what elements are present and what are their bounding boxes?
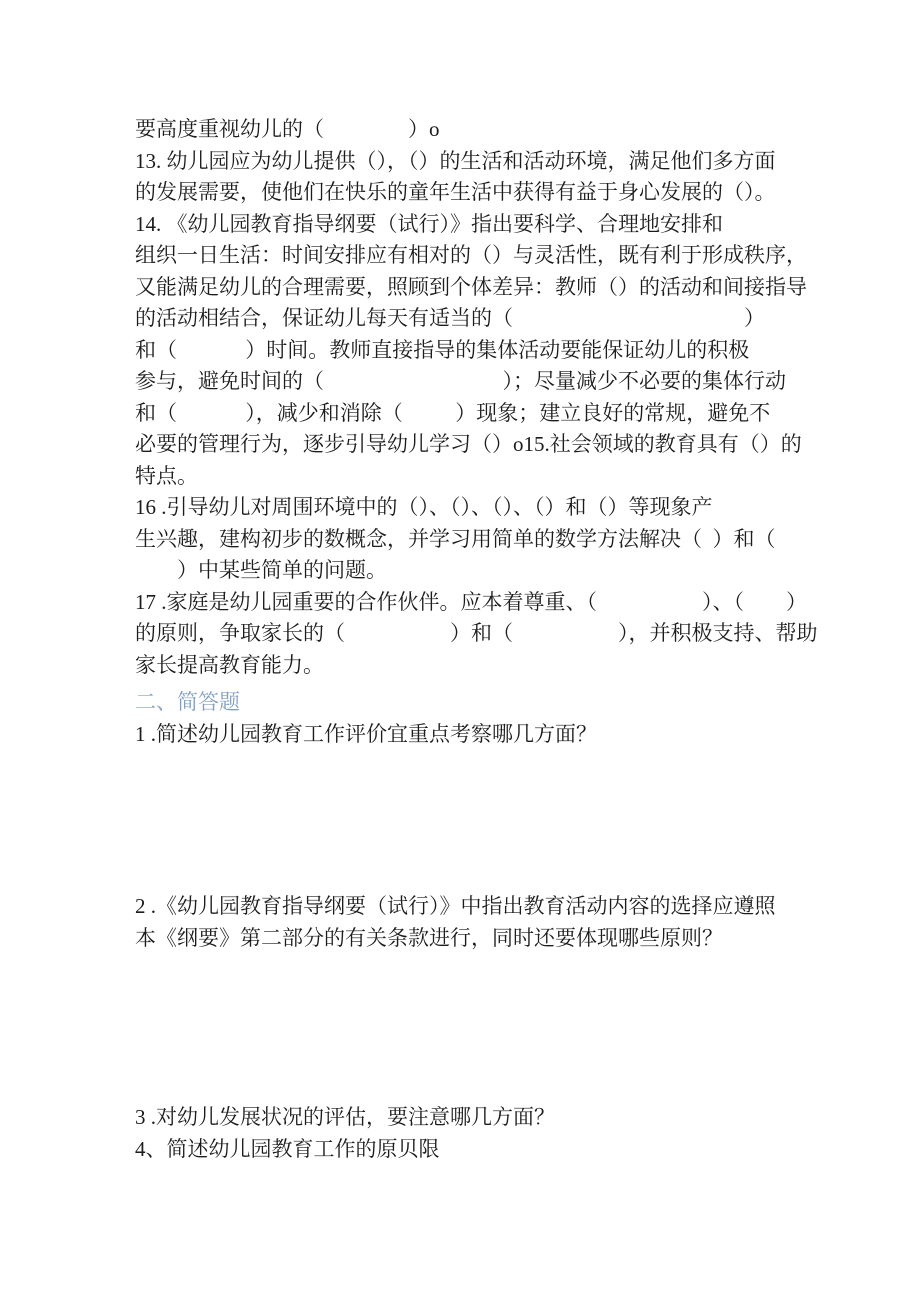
fill-blank-question-13-line-1: 13. 幼儿园应为幼儿提供（），（）的生活和活动环境，满足他们多方面 (135, 148, 776, 173)
document-body (135, 114, 825, 1165)
fill-blank-question-14-15-line: 必要的管理行为，逐步引导幼儿学习（）o15.社会领域的教育具有（）的 (135, 432, 802, 456)
fill-blank-question-16-line-2: 生兴趣，建构初步的数概念，并学习用简单的数学方法解决（ ）和（ (135, 526, 776, 551)
fill-blank-question-14-line-5: 和（ ）时间。教师直接指导的集体活动要能保证幼儿的积极 (135, 337, 750, 362)
fill-blank-question-14-line-7: 和（ ），减少和消除（ ）现象；建立良好的常规，避免不 (135, 400, 771, 425)
fill-blank-question-15-tail: 特点。 (135, 463, 198, 488)
fill-blank-question-13-line-2: 的发展需要，使他们在快乐的童年生活中获得有益于身心发展的（）。 (135, 180, 776, 204)
short-answer-question-1: 1 .简述幼儿园教育工作评价宜重点考察哪几方面？ (135, 721, 597, 746)
short-answer-question-4: 4、简述幼儿园教育工作的原贝限 (135, 1136, 440, 1161)
fill-blank-question-14-line-2: 组织一日生活：时间安排应有相对的（）与灵活性，既有利于形成秩序， (135, 243, 807, 267)
fill-blank-line-12-tail: 要高度重视幼儿的（ ）o (135, 117, 440, 141)
short-answer-question-3: 3 .对幼儿发展状况的评估，要注意哪几方面？ (135, 1105, 555, 1129)
short-answer-question-2-line-2: 本《纲要》第二部分的有关条款进行，同时还要体现哪些原则？ (135, 925, 723, 950)
fill-blank-question-16-line-3: ）中某些简单的问题。 (135, 558, 387, 582)
fill-blank-question-17-line-1: 17 .家庭是幼儿园重要的合作伙伴。应本着尊重、（ ）、（ ） (135, 589, 807, 614)
fill-blank-question-14-line-3: 又能满足幼儿的合理需要，照顾到个体差异：教师（）的活动和间接指导 (135, 274, 807, 299)
fill-blank-question-17-line-3: 家长提高教育能力。 (135, 652, 324, 677)
fill-blank-question-14-line-4: 的活动相结合，保证幼儿每天有适当的（ ） (135, 306, 765, 330)
fill-blank-question-14-line-6: 参与，避免时间的（ ）；尽量减少不必要的集体行动 (135, 369, 786, 393)
fill-blank-question-16-line-1: 16 .引导幼儿对周围环境中的（）、（）、（）、（）和（）等现象产 (135, 495, 713, 519)
fill-blank-question-14-line-1: 14. 《幼儿园教育指导纲要（试行）》指出要科学、合理地安排和 (135, 211, 723, 236)
section-2-heading: 二、简答题 (135, 690, 240, 714)
fill-blank-question-17-line-2: 的原则，争取家长的（ ）和（ ），并积极支持、帮助 (135, 621, 818, 645)
short-answer-question-2-line-1: 2 .《幼儿园教育指导纲要（试行）》中指出教育活动内容的选择应遵照 (135, 894, 776, 918)
